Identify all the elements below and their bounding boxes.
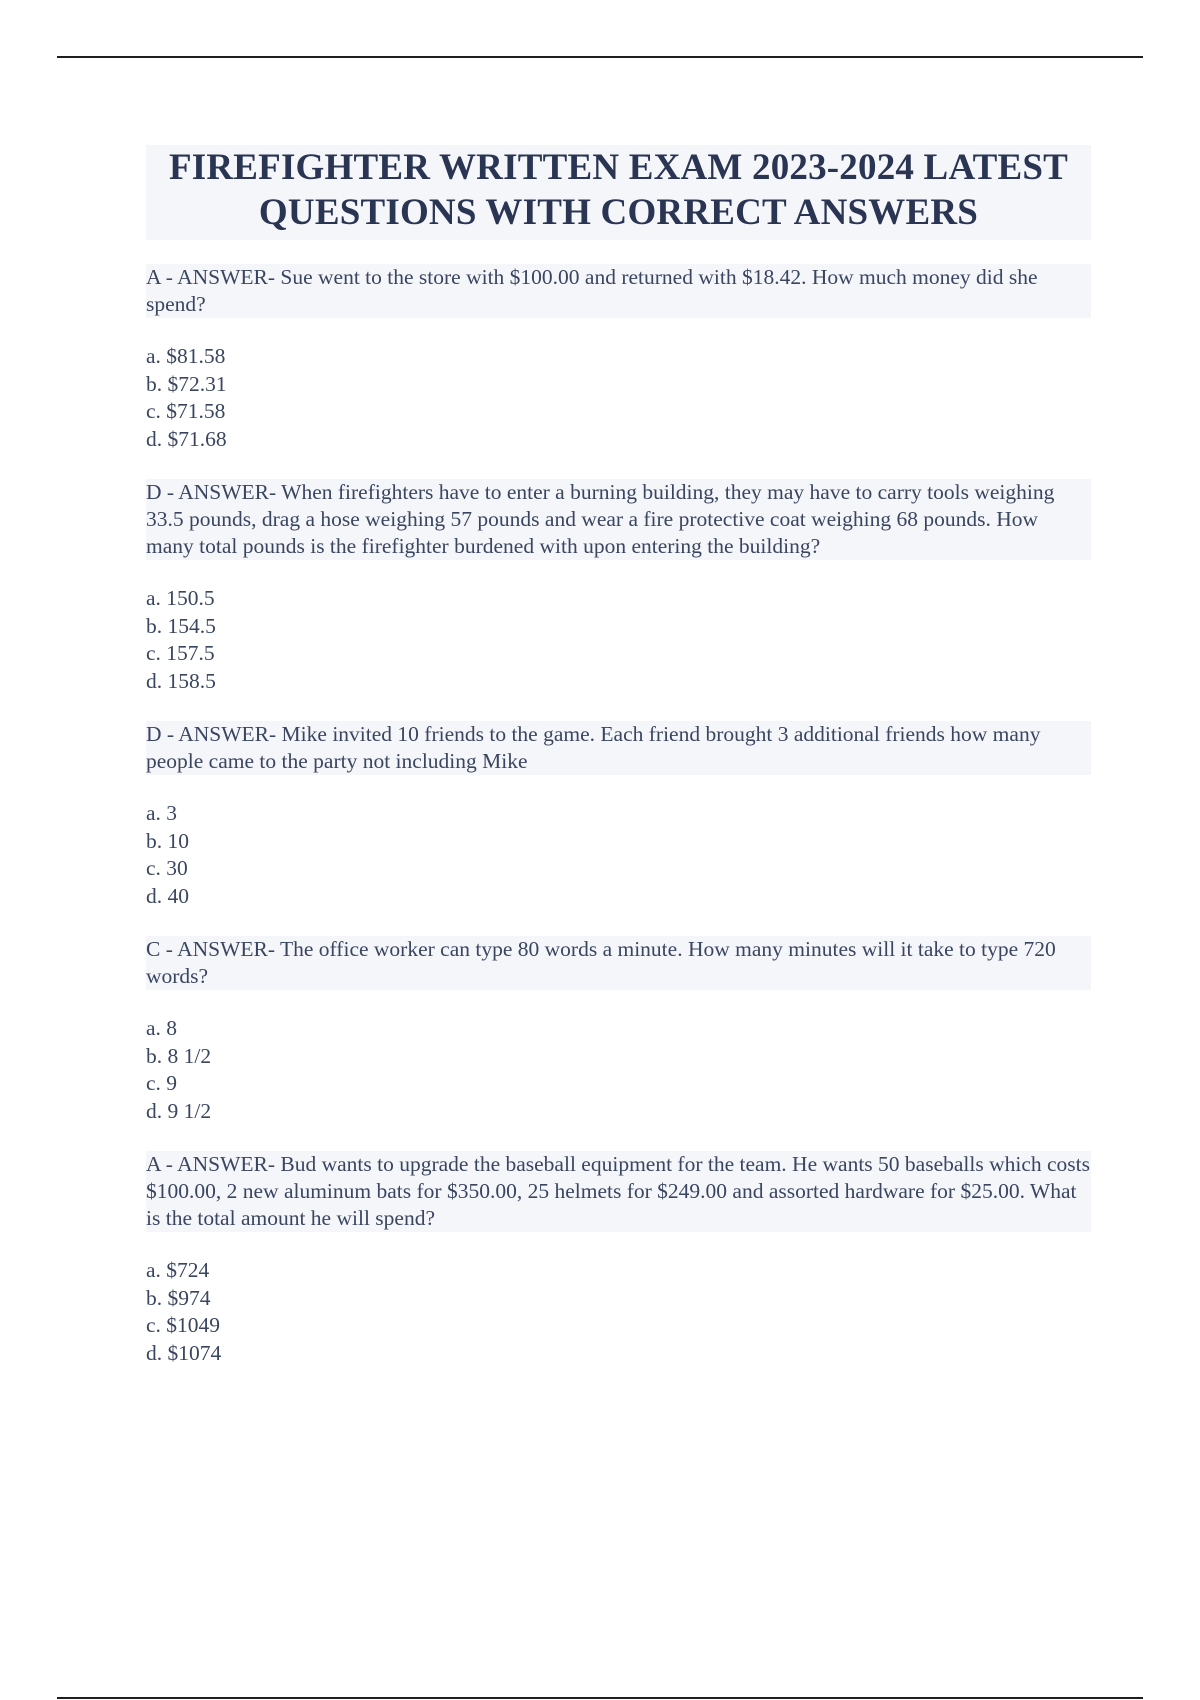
option-c: c. 9 xyxy=(146,1071,178,1095)
option-a: a. $724 xyxy=(146,1258,210,1282)
option-d: d. 9 1/2 xyxy=(146,1098,212,1123)
question-2 xyxy=(146,479,1091,695)
option-b: b. $974 xyxy=(146,1285,211,1310)
option-d: d. 40 xyxy=(146,883,189,908)
option-c: c. 157.5 xyxy=(146,641,215,665)
option-a: a. 150.5 xyxy=(146,586,215,610)
answer-options xyxy=(146,343,1091,453)
option-b: b. 10 xyxy=(146,828,189,853)
option-a: a. 3 xyxy=(146,801,178,825)
question-text: D - ANSWER- Mike invited 10 friends to the game. Each friend brought 3 additional friends how many people came to the party not including Mike xyxy=(146,721,1091,775)
top-rule xyxy=(57,56,1143,58)
page-content xyxy=(146,145,1091,1393)
option-d: d. 158.5 xyxy=(146,668,216,693)
option-c: c. 30 xyxy=(146,856,188,880)
option-d: d. $71.68 xyxy=(146,426,227,451)
answer-options xyxy=(146,1257,1091,1367)
option-a: a. $81.58 xyxy=(146,344,226,368)
title-line-2: QUESTIONS WITH CORRECT ANSWERS xyxy=(258,192,979,233)
option-b: b. 8 1/2 xyxy=(146,1043,212,1068)
option-c: c. $1049 xyxy=(146,1313,221,1337)
question-4 xyxy=(146,936,1091,1125)
question-3 xyxy=(146,721,1091,910)
answer-options xyxy=(146,585,1091,695)
question-text: A - ANSWER- Sue went to the store with $100.00 and returned with $18.42. How much money did she spend? xyxy=(146,264,1091,318)
option-d: d. $1074 xyxy=(146,1340,222,1365)
answer-options xyxy=(146,800,1091,910)
title-line-1: FIREFIGHTER WRITTEN EXAM 2023-2024 LATEST xyxy=(168,147,1069,188)
option-c: c. $71.58 xyxy=(146,399,226,423)
option-b: b. 154.5 xyxy=(146,613,216,638)
question-1 xyxy=(146,264,1091,453)
document-title xyxy=(146,145,1091,240)
option-a: a. 8 xyxy=(146,1016,178,1040)
question-text: D - ANSWER- When firefighters have to enter a burning building, they may have to carry tools weighing 33.5 pounds, drag a hose weighing 57 pounds and wear a fire protective coat weighing 68 pounds. How many total pounds is the firefighter burdened with upon entering the building? xyxy=(146,479,1091,560)
option-b: b. $72.31 xyxy=(146,371,227,396)
question-text: A - ANSWER- Bud wants to upgrade the baseball equipment for the team. He wants 50 baseballs which costs $100.00, 2 new aluminum bats for $350.00, 25 helmets for $249.00 and assorted hardware for $25.00. What is the total amount he will spend? xyxy=(146,1152,1091,1230)
question-5 xyxy=(146,1151,1091,1367)
question-text: C - ANSWER- The office worker can type 80 words a minute. How many minutes will it take to type 720 words? xyxy=(146,936,1091,990)
bottom-rule xyxy=(57,1697,1143,1699)
answer-options xyxy=(146,1015,1091,1125)
